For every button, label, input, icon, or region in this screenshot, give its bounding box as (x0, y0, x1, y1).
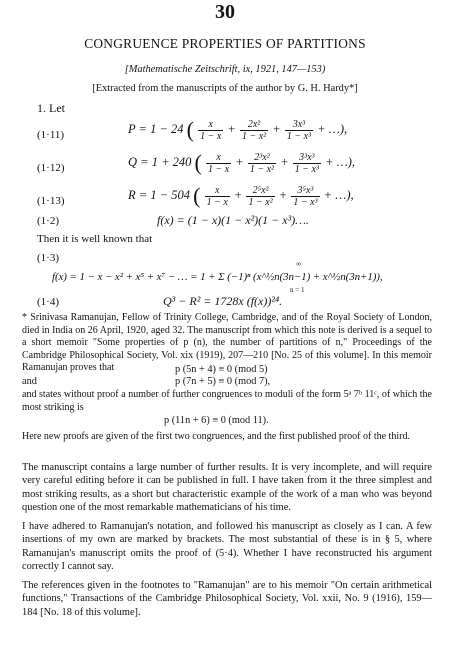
open-paren: ( (194, 150, 202, 175)
equation-label-1-13: (1·13) (37, 195, 65, 207)
footnote-para-4: The manuscript contains a large number of further results. It is very incomplete, and will require very careful editing before it can be published in full. I have taken from it the three simplest and most striking results, as a short but characteristic example of the work of a man who was beyond question one of the most remarkable mathematicians of his time. (22, 462, 432, 513)
fraction: $\frac{\text{2x²}}{\text{1 − x²}}$ (241, 118, 267, 142)
extract-note: [Extracted from the manuscripts of the author by G. H. Hardy*] (92, 83, 358, 94)
equation-label-1-2: (1·2) (37, 215, 59, 227)
citation: [Mathematische Zeitschrift, ix, 1921, 147—153) (124, 64, 326, 75)
eq-tail: + …), (325, 154, 356, 169)
section-start: 1. Let (37, 101, 65, 115)
equation-1-12: Q = 1 + 240 ( $\frac{x}{1 - x}$ + $\frac{\text{2³x²}}{\text{1 − x²}}$ + $\frac{\text{3³x³}}{\text{1 − x³}}$ + …), (128, 150, 356, 175)
equation-label-1-3: (1·3) (37, 252, 59, 264)
sum-upper-limit: ∞ (296, 260, 301, 268)
and-text: and (22, 376, 37, 387)
open-paren: ( (193, 183, 201, 208)
equation-label-1-11: (1·11) (37, 129, 65, 141)
footnote-para-3: Here new proofs are given of the first two congruences, and the first published proof of the third. (22, 431, 410, 442)
eq-tail: + …), (323, 187, 354, 202)
footnote-para-5: I have adhered to Ramanujan's notation, and followed his manuscript as closely as I can. A few insertions of my own are marked by brackets. The most substantial of these is in § 5, where Ramanujan's manuscript omits the proof of (5·4). Whether I have reconstructed his argument correctly I cannot say. (22, 521, 432, 572)
open-paren: ( (186, 117, 194, 142)
equation-1-2: f(x) = (1 − x)(1 − x²)(1 − x³)…. (157, 213, 309, 227)
then-text: Then it is well known that (37, 233, 153, 245)
fraction: $\frac{\text{2³x²}}{\text{1 − x²}}$ (249, 151, 275, 175)
footnote-para-1: * Srinivasa Ramanujan, Fellow of Trinity College, Cambridge, and of the Royal Society of London, died in India on 26 April, 1920, aged 32. The manuscript from which this note is derived is a sequel to a short memoir "Some properties of p (n), the number of partitions of n," Proceedings of the Cambridge Philosophical Society, Vol. xix (1919), 207—210 [No. 25 of this volume]. In this memoir Ramanujan proves that (22, 312, 432, 374)
footnote-para-2: and states without proof a number of further congruences to moduli of the form 5ᵃ 7ᵇ 11ᶜ, of which the most striking is (22, 389, 432, 413)
equation-1-13: R = 1 − 504 ( $\frac{x}{1 - x}$ + $\frac{\text{2⁵x²}}{\text{1 − x²}}$ + $\frac{\text{3⁵x³}}{\text{1 − x³}}$ + …), (128, 183, 354, 208)
fraction: $\frac{\text{3³x³}}{\text{1 − x³}}$ (294, 151, 319, 175)
eq-lhs: P = 1 − 24 (128, 121, 184, 136)
sum-lower-limit: n = 1 (290, 286, 305, 294)
fraction: $\frac{x}{1 - x}$ (207, 151, 230, 175)
congruence-mod-7: p (7n + 5) ≡ 0 (mod 7), (175, 376, 271, 387)
fraction: $\frac{\text{2⁵x²}}{\text{1 − x²}}$ (248, 184, 273, 208)
equation-1-11: P = 1 − 24 ( $\frac{x}{1 - x}$ + $\frac{\text{2x²}}{\text{1 − x²}}$ + $\frac{\text{3x³}}{\text{1 − x³}}$ + …), (128, 117, 348, 142)
equation-label-1-4: (1·4) (37, 296, 59, 308)
congruence-mod-11: p (11n + 6) ≡ 0 (mod 11). (164, 415, 269, 426)
eq-tail: + …), (317, 121, 348, 136)
fraction: $\frac{\text{3⁵x³}}{\text{1 − x³}}$ (293, 184, 318, 208)
equation-label-1-12: (1·12) (37, 162, 65, 174)
fraction: $\frac{x}{1 - x}$ (206, 184, 228, 208)
equation-1-4: Q³ − R² = 1728x (f(x))²⁴. (163, 294, 283, 308)
equation-1-3: f(x) = 1 − x − x² + x⁵ + x⁷ − … = 1 + Σ (−1)ⁿ (x^½n(3n−1) + x^½n(3n+1)), (52, 271, 383, 283)
fraction: $\frac{x}{1 - x}$ (200, 118, 222, 142)
page-number: 30 (215, 1, 235, 23)
congruence-mod-5: p (5n + 4) ≡ 0 (mod 5) (175, 364, 268, 375)
eq-lhs: Q = 1 + 240 (128, 154, 192, 169)
eq-lhs: R = 1 − 504 (128, 187, 191, 202)
footnote-para-6: The references given in the footnotes to "Ramanujan" are to his memoir "On certain arithmetical functions," Transactions of the Cambridge Philosophical Society, Vol. xxii, No. 9 (1916), 159—184 [No. 18 of this volume]. (22, 580, 432, 618)
fraction: $\frac{\text{3x³}}{\text{1 − x³}}$ (286, 118, 312, 142)
paper-title: CONGRUENCE PROPERTIES OF PARTITIONS (84, 36, 366, 51)
